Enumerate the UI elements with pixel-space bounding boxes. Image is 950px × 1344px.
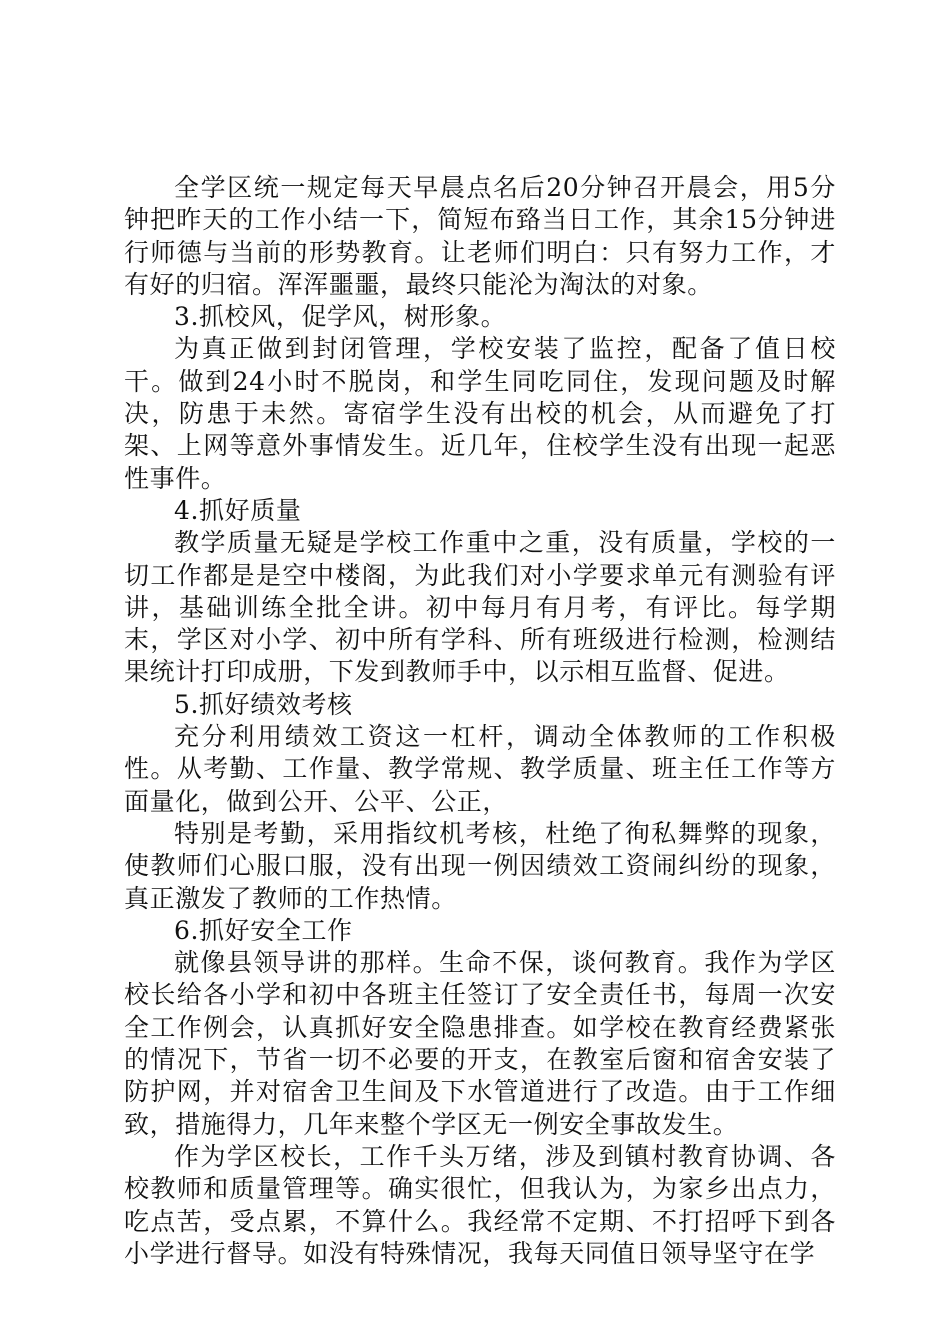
paragraph-closed-management: 为真正做到封闭管理，学校安装了监控，配备了值日校干。做到24小时不脱岗，和学生同吃同住，发现问题及时解决，防患于未然。寄宿学生没有出校的机会，从而避免了打架、上网等意外事情发生。近几年，住校学生没有出现一起恶性事件。 (124, 334, 836, 493)
section-heading-safety: 6.抓好安全工作 (174, 915, 353, 945)
paragraph-safety-work: 就像县领导讲的那样。生命不保，谈何教育。我作为学区校长给各小学和初中各班主任签订了安全责任书，每周一次安全工作例会，认真抓好安全隐患排查。如学校在教育经费紧张的情况下，节省一切不必要的开支，在教室后窗和宿舍安装了防护网，并对宿舍卫生间及下水管道进行了改造。由于工作细致，措施得力，几年来整个学区无一例安全事故发生。 (124, 948, 836, 1139)
section-heading-performance: 5.抓好绩效考核 (174, 689, 353, 719)
paragraph-performance-pay: 充分利用绩效工资这一杠杆，调动全体教师的工作积极性。从考勤、工作量、教学常规、教学质量、班主任工作等方面量化，做到公开、公平、公正， (124, 722, 836, 816)
paragraph-principal-duties: 作为学区校长，工作千头万绪，涉及到镇村教育协调、各校教师和质量管理等。确实很忙，但我认为，为家乡出点力，吃点苦，受点累，不算什么。我经常不定期、不打招呼下到各小学进行督导。如没有特殊情况，我每天同值日领导坚守在学 (124, 1141, 836, 1268)
section-heading-quality: 4.抓好质量 (174, 495, 302, 525)
document-body (124, 172, 836, 1270)
paragraph-attendance: 特别是考勤，采用指纹机考核，杜绝了徇私舞弊的现象，使教师们心服口服，没有出现一例因绩效工资闹纠纷的现象，真正激发了教师的工作热情。 (124, 818, 836, 913)
paragraph-teaching-quality: 教学质量无疑是学校工作重中之重，没有质量，学校的一切工作都是是空中楼阁，为此我们对小学要求单元有测验有评讲，基础训练全批全讲。初中每月有月考，有评比。每学期末，学区对小学、初中所有学科、所有班级进行检测，检测结果统计打印成册，下发到教师手中，以示相互监督、促进。 (124, 528, 836, 687)
section-heading-school-spirit: 3.抓校风，促学风，树形象。 (174, 302, 507, 332)
paragraph-morning-meeting: 全学区统一规定每天早晨点名后20分钟召开晨会，用5分钟把昨天的工作小结一下，简短布臵当日工作，其余15分钟进行师德与当前的形势教育。让老师们明白：只有努力工作，才有好的归宿。浑浑噩噩，最终只能沦为淘汰的对象。 (124, 173, 836, 299)
